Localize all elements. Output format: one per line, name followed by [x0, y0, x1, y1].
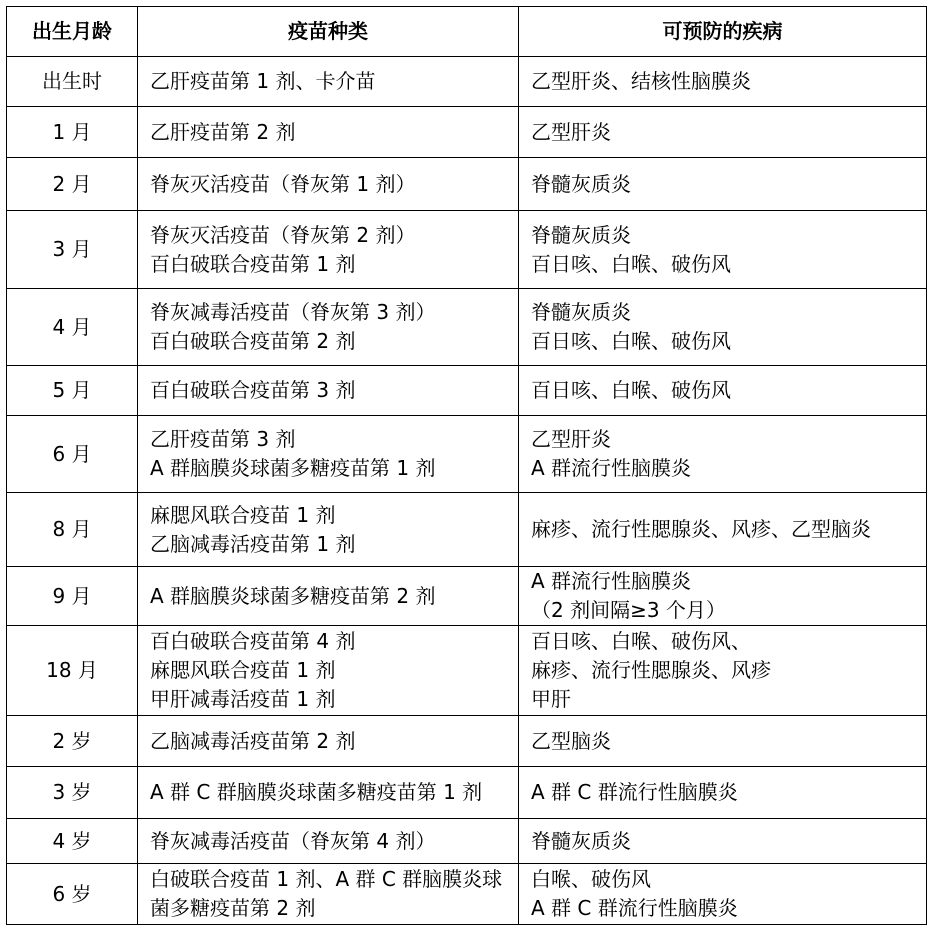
vaccine-line: 脊灰减毒活疫苗（脊灰第 3 剂）	[150, 300, 436, 324]
disease-line: 脊髓灰质炎	[531, 300, 631, 324]
table-row	[7, 416, 927, 493]
table-row	[7, 864, 927, 925]
vaccine-cell	[138, 158, 519, 211]
disease-cell	[519, 416, 927, 493]
header-preventable-disease: 可预防的疾病	[519, 7, 927, 57]
age-cell: 18 月	[7, 626, 138, 716]
disease-line: （2 剂间隔≥3 个月）	[531, 598, 726, 622]
header-row	[7, 7, 927, 57]
disease-cell	[519, 567, 927, 626]
table-row	[7, 366, 927, 416]
vaccine-line: 麻腮风联合疫苗 1 剂	[150, 502, 336, 527]
disease-line: A 群流行性脑膜炎	[531, 456, 692, 480]
disease-cell	[519, 864, 927, 925]
vaccine-cell	[138, 211, 519, 289]
table-row	[7, 716, 927, 767]
vaccine-line: 百白破联合疫苗第 2 剂	[150, 329, 356, 353]
disease-line: 百日咳、白喉、破伤风、	[531, 629, 751, 653]
header-vaccine-type: 疫苗种类	[138, 7, 519, 57]
disease-cell	[519, 767, 927, 819]
vaccine-line: 甲肝减毒活疫苗 1 剂	[150, 687, 336, 711]
disease-cell	[519, 493, 927, 567]
disease-line: 脊髓灰质炎	[531, 828, 631, 853]
vaccination-schedule-table	[6, 6, 927, 925]
vaccine-cell	[138, 626, 519, 716]
disease-cell	[519, 211, 927, 289]
table-row	[7, 107, 927, 158]
table-row	[7, 567, 927, 626]
vaccine-cell	[138, 864, 519, 925]
disease-line: 甲肝	[531, 687, 571, 711]
vaccine-line: A 群脑膜炎球菌多糖疫苗第 1 剂	[150, 456, 436, 480]
vaccine-line: A 群脑膜炎球菌多糖疫苗第 2 剂	[150, 583, 436, 608]
age-cell: 4 月	[7, 289, 138, 366]
vaccine-line: 脊灰灭活疫苗（脊灰第 2 剂）	[150, 222, 416, 247]
vaccine-line: 乙肝疫苗第 3 剂	[150, 427, 296, 451]
table-row	[7, 819, 927, 864]
disease-cell	[519, 289, 927, 366]
age-cell: 9 月	[7, 567, 138, 626]
vaccine-line: 百白破联合疫苗第 1 剂	[150, 251, 356, 276]
vaccine-cell	[138, 289, 519, 366]
vaccine-line: 菌多糖疫苗第 2 剂	[150, 896, 316, 920]
vaccine-cell	[138, 767, 519, 819]
disease-cell	[519, 158, 927, 211]
age-cell: 5 月	[7, 366, 138, 416]
age-cell: 4 岁	[7, 819, 138, 864]
table-row	[7, 626, 927, 716]
age-cell: 6 岁	[7, 864, 138, 925]
disease-line: 麻疹、流行性腮腺炎、风疹、乙型脑炎	[531, 517, 871, 541]
vaccine-line: 百白破联合疫苗第 3 剂	[150, 378, 356, 402]
vaccine-line: 乙肝疫苗第 1 剂、卡介苗	[150, 69, 376, 93]
table-body	[7, 57, 927, 925]
age-cell: 2 月	[7, 158, 138, 211]
disease-cell	[519, 366, 927, 416]
disease-line: 乙型肝炎、结核性脑膜炎	[531, 69, 751, 93]
disease-line: 百日咳、白喉、破伤风	[531, 251, 731, 276]
vaccine-line: 乙脑减毒活疫苗第 2 剂	[150, 728, 356, 753]
age-cell: 8 月	[7, 493, 138, 567]
vaccine-cell	[138, 716, 519, 767]
table-row	[7, 767, 927, 819]
table-row	[7, 158, 927, 211]
vaccine-line: 脊灰灭活疫苗（脊灰第 1 剂）	[150, 171, 416, 196]
disease-line: 乙型肝炎	[531, 427, 611, 451]
disease-line: 百日咳、白喉、破伤风	[531, 329, 731, 353]
table-row	[7, 493, 927, 567]
vaccine-cell	[138, 366, 519, 416]
disease-line: 脊髓灰质炎	[531, 222, 631, 247]
vaccine-cell	[138, 416, 519, 493]
age-cell: 6 月	[7, 416, 138, 493]
disease-line: 乙型肝炎	[531, 119, 611, 144]
table-row	[7, 211, 927, 289]
vaccine-line: 麻腮风联合疫苗 1 剂	[150, 658, 336, 682]
age-cell: 3 岁	[7, 767, 138, 819]
vaccine-cell	[138, 493, 519, 567]
vaccine-cell	[138, 57, 519, 107]
disease-cell	[519, 819, 927, 864]
disease-cell	[519, 716, 927, 767]
vaccine-line: 脊灰减毒活疫苗（脊灰第 4 剂）	[150, 828, 436, 853]
vaccine-cell	[138, 567, 519, 626]
table-row	[7, 57, 927, 107]
disease-line: 百日咳、白喉、破伤风	[531, 378, 731, 402]
vaccine-line: 白破联合疫苗 1 剂、A 群 C 群脑膜炎球	[150, 867, 503, 891]
disease-line: A 群 C 群流行性脑膜炎	[531, 780, 738, 804]
disease-cell	[519, 626, 927, 716]
disease-line: 白喉、破伤风	[531, 867, 651, 891]
age-cell: 出生时	[7, 57, 138, 107]
age-cell: 3 月	[7, 211, 138, 289]
age-cell: 2 岁	[7, 716, 138, 767]
vaccine-cell	[138, 107, 519, 158]
table-row	[7, 289, 927, 366]
vaccine-line: 乙肝疫苗第 2 剂	[150, 119, 296, 144]
disease-cell	[519, 57, 927, 107]
header-age: 出生月龄	[7, 7, 138, 57]
disease-line: 脊髓灰质炎	[531, 171, 631, 196]
disease-line: 乙型脑炎	[531, 728, 611, 753]
vaccine-line: A 群 C 群脑膜炎球菌多糖疫苗第 1 剂	[150, 780, 483, 804]
disease-line: 麻疹、流行性腮腺炎、风疹	[531, 658, 771, 682]
vaccine-line: 乙脑减毒活疫苗第 1 剂	[150, 531, 356, 556]
age-cell: 1 月	[7, 107, 138, 158]
vaccine-line: 百白破联合疫苗第 4 剂	[150, 629, 356, 653]
vaccine-cell	[138, 819, 519, 864]
disease-line: A 群 C 群流行性脑膜炎	[531, 896, 738, 920]
disease-cell	[519, 107, 927, 158]
disease-line: A 群流行性脑膜炎	[531, 569, 692, 593]
